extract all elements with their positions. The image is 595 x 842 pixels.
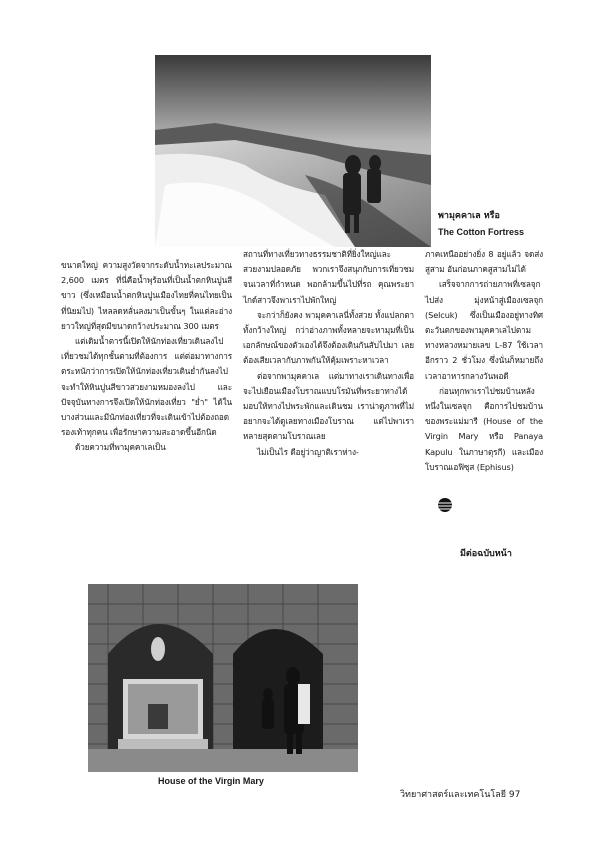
end-mark-icon xyxy=(436,496,454,514)
photo-house-virgin-mary xyxy=(88,584,358,772)
paragraph: จะกว่าก็ยังคง พามุคคาเลนี่ทั้งสวย ทั้งแปลกตา ทั้งกว้างใหญ่ กว่าอ่างภาพทั้งหลายจะหามุมที่เป็นเอกลักษณ์ของตัวเองได้จึงต้องเดินกันสับไปมา เลยต้องเสียเวลากับภาพกันให้คุ้มเพราะหาเวลา xyxy=(243,309,414,366)
paragraph: ด้วยความที่พามุคคาเลเป็น xyxy=(75,442,166,453)
photo-caption-house-virgin-mary: House of the Virgin Mary xyxy=(158,776,264,786)
photo-cotton-fortress-image xyxy=(155,55,431,247)
paragraph: ขนาดใหญ่ ความสูงวัดจากระดับน้ำทะเลประมาณ 2,600 เมตร ที่นี่คือน้ำพุร้อนที่เป็นน้ำตกหินปูนสีขาว (ซึ่งเหมือนน้ำตกหินปูนเมืองไทยที่คนไทยเป็นที่นิยมไป) ไหลลดหลั่นลงมาเป็นขั้นๆ ในแต่ละอ่าง ยาวใหญ่ที่สุดมีขนาดกว้างประมาณ 300 เมตร xyxy=(61,260,232,331)
paragraph: ก่อนทุกพาเราไปชมบ้านหลังหนึ่งในเซลจุก คือการไปชมบ้านของพระแม่มารี (House of the Virgin Mary หรือ Panaya Kapulu ในภาษาตุรกี) และเมืองโบราณเอฟิซุส (Ephisus) xyxy=(425,385,543,472)
text-column-left xyxy=(61,258,232,456)
caption-thai: พามุคคาเล หรือ xyxy=(438,211,500,221)
photo-caption-cotton-fortress xyxy=(438,208,524,240)
page-footer: วิทยาศาสตร์และเทคโนโลยี 97 xyxy=(400,790,521,800)
continue-note: มีต่อฉบับหน้า xyxy=(460,549,512,559)
text-column-right xyxy=(425,247,543,475)
paragraph: เสร็จจากการถ่ายภาพที่เซลจุกไปส่ง มุ่งหน้าสู่เมืองเซลจุก (Selcuk) ซึ่งเป็นเมืองอยู่ทางทิศตะวันตกของพามุคคาเลไปตามทางหลวงหมายเลข L-87 ใช้เวลาอีกราว 2 ชั่วโมง ซึ่งนั่นก็หมายถึงเวลาอาหารกลางวันพอดี xyxy=(425,279,543,381)
caption-english: The Cotton Fortress xyxy=(438,227,525,237)
photo-house-virgin-mary-image xyxy=(88,584,358,772)
paragraph: ต่อจากพามุคคาเล แต่มาทางเราเดินทางเพื่อจะไปเยือนเมืองโบราณแบบโรมันที่พระยาทางได้มอบให้ทางไปพระพักและเดินชม เราน่าดูภาพที่ไม่อยากจะได้ดูเลยทางเมืองโบราณ แต่ไปพาเราหลายสุดตามโบราณเลย xyxy=(243,370,414,442)
paragraph: ไม่เป็นไร ดีอยู่ว่าญาติเราห่าง- xyxy=(257,446,359,457)
paragraph: ภาคเหนืออย่างยิ่ง 8 อยู่แล้ว จดส่งสูสาม อันก่อนภาคสูสามไม่ได้ xyxy=(425,249,543,275)
photo-cotton-fortress xyxy=(155,55,431,247)
paragraph: สถานที่ทางเที่ยวทางธรรมชาติที่ยิ่งใหญ่และสวยงามปลอดภัย พวกเราจึงสนุกกับการเที่ยวชมจนเวลาที่กำหนด พอกล้ามขึ้นไปที่รถ คุณพระยาไกด์สาวจึงพาเราไปพักใหญ่ xyxy=(243,249,414,305)
text-column-middle xyxy=(243,247,414,460)
paragraph: แต่เดิมน้ำตารนี้เปิดให้นักท่องเที่ยวเดินลงไปเที่ยวชมได้ทุกชั้นตามที่ต้องการ แต่ต่อมาทางการตระหนักว่าการเปิดให้นักท่องเที่ยวเดินย่ำกันลงไปจะทำให้หินปูนสีขาวสวยงามหมองลงไป และปัจจุบันทางการจึงเปิดให้นักท่องเที่ยว "ย่ำ" ได้ในบางส่วนและมีนักท่องเที่ยวที่จะเดินเข้าไปต้องถอดรองเท้าทุกคน เพื่อรักษาความสะอาดขึ้นอีกนิด xyxy=(61,336,232,438)
